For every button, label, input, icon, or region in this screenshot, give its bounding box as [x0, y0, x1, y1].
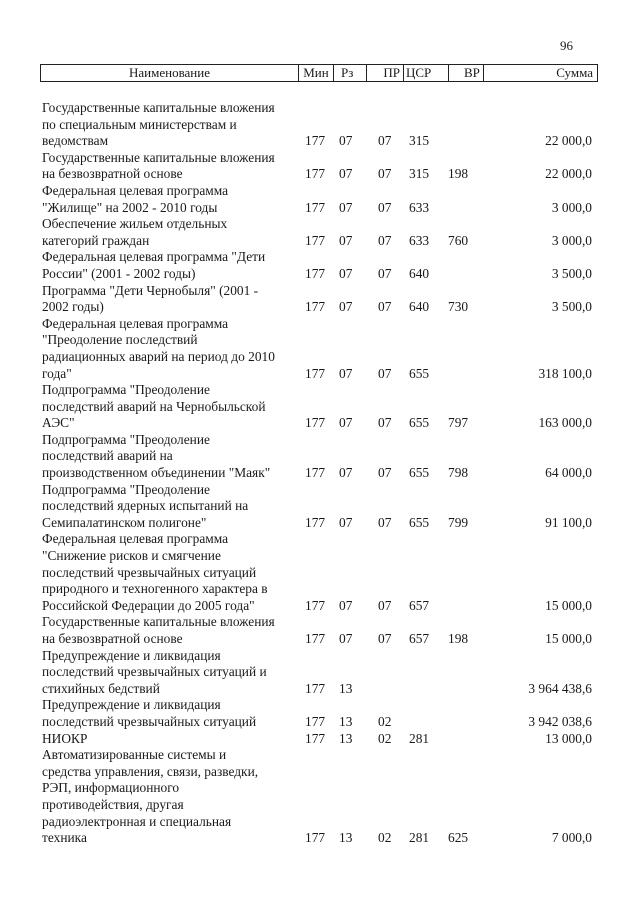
row-rz: 07	[339, 133, 353, 149]
row-pr: 02	[378, 830, 392, 846]
row-csr: 640	[409, 265, 430, 281]
table-row	[40, 747, 600, 847]
row-csr: 655	[409, 365, 430, 381]
row-sum: 3 942 038,6	[528, 713, 592, 729]
row-vr: 198	[448, 166, 469, 182]
header-csr: ЦСР	[404, 65, 449, 81]
row-min: 177	[305, 232, 326, 248]
row-name: Федеральная целевая программа "Дети России" (2001 - 2002 годы)	[42, 249, 266, 281]
row-vr: 760	[448, 232, 469, 248]
row-rz: 13	[339, 713, 353, 729]
table-row	[40, 697, 600, 730]
row-csr: 315	[409, 166, 430, 182]
row-sum: 318 100,0	[538, 365, 592, 381]
row-rz: 07	[339, 465, 353, 481]
row-name: НИОКР	[42, 730, 88, 746]
row-min: 177	[305, 730, 326, 746]
row-name: Автоматизированные системы и средства управления, связи, разведки, РЭП, информационного противодействия, другая радиоэлектронная и специальная техника	[42, 747, 259, 846]
row-rz: 07	[339, 597, 353, 613]
row-name: Федеральная целевая программа "Жилище" на 2002 - 2010 годы	[42, 182, 229, 215]
table-row	[40, 648, 600, 698]
row-min: 177	[305, 631, 326, 646]
row-name: Обеспечение жильем отдельных категорий граждан	[42, 216, 228, 248]
row-rz: 07	[339, 166, 353, 182]
row-min: 177	[305, 299, 326, 315]
row-name: Предупреждение и ликвидация последствий чрезвычайных ситуаций и стихийных бедствий	[42, 647, 267, 696]
row-csr: 655	[409, 514, 430, 530]
row-vr: 625	[448, 830, 469, 846]
row-min: 177	[305, 465, 326, 481]
row-min: 177	[305, 680, 326, 696]
row-csr: 633	[409, 199, 430, 215]
row-pr: 07	[378, 365, 392, 381]
row-csr: 655	[409, 465, 430, 481]
row-name: Подпрограмма "Преодоление последствий аварий на производственном объединении "Маяк"	[42, 431, 271, 481]
row-vr: 798	[448, 465, 469, 481]
row-sum: 3 500,0	[551, 265, 592, 281]
row-pr: 02	[378, 730, 392, 746]
row-name: Государственные капитальные вложения на безвозвратной основе	[42, 149, 275, 182]
table-row	[40, 216, 600, 249]
budget-table-body	[40, 100, 600, 847]
row-min: 177	[305, 415, 326, 431]
table-row	[40, 482, 600, 532]
row-pr: 07	[378, 514, 392, 530]
row-pr: 07	[378, 299, 392, 315]
row-sum: 163 000,0	[538, 415, 592, 431]
row-sum: 22 000,0	[545, 166, 592, 182]
row-pr: 07	[378, 199, 392, 215]
header-min: Мин	[299, 65, 334, 81]
row-pr: 07	[378, 597, 392, 613]
table-row	[40, 100, 600, 150]
row-min: 177	[305, 713, 326, 729]
row-csr: 633	[409, 232, 430, 248]
row-csr: 657	[409, 597, 430, 613]
row-rz: 07	[339, 365, 353, 381]
row-sum: 3 500,0	[551, 299, 592, 315]
table-header	[40, 64, 598, 82]
row-name: Предупреждение и ликвидация последствий чрезвычайных ситуаций	[42, 697, 257, 729]
row-sum: 15 000,0	[545, 597, 592, 613]
row-pr: 07	[378, 415, 392, 431]
row-sum: 3 000,0	[551, 199, 592, 215]
table-row	[40, 150, 600, 183]
row-rz: 07	[339, 232, 353, 248]
row-min: 177	[305, 514, 326, 530]
row-rz: 07	[339, 299, 353, 315]
page-number: 96	[560, 38, 573, 53]
row-vr: 799	[448, 514, 469, 530]
row-pr: 07	[378, 133, 392, 149]
header-name: Наименование	[41, 65, 299, 81]
row-pr: 07	[378, 265, 392, 281]
row-min: 177	[305, 265, 326, 281]
header-sum: Сумма	[556, 65, 593, 80]
table-row	[40, 283, 600, 316]
row-min: 177	[305, 166, 326, 182]
row-name: Государственные капитальные вложения по специальным министерствам и ведомствам	[42, 100, 275, 149]
row-csr: 315	[409, 133, 430, 149]
row-sum: 91 100,0	[545, 514, 592, 530]
row-min: 177	[305, 365, 326, 381]
row-min: 177	[305, 133, 326, 149]
header-rz: Рз	[334, 65, 367, 81]
row-name: Государственные капитальные вложения на безвозвратной основе	[42, 614, 275, 646]
table-row	[40, 249, 600, 282]
row-rz: 07	[339, 415, 353, 431]
row-csr: 657	[409, 631, 430, 646]
row-rz: 07	[339, 514, 353, 530]
row-vr: 797	[448, 415, 469, 431]
row-min: 177	[305, 597, 326, 613]
row-pr: 07	[378, 631, 392, 646]
row-sum: 22 000,0	[545, 133, 592, 149]
row-name: Программа "Дети Чернобыля" (2001 - 2002 годы)	[42, 282, 259, 315]
row-pr: 07	[378, 465, 392, 481]
row-csr: 640	[409, 299, 430, 315]
table-row	[40, 382, 600, 432]
row-rz: 13	[339, 730, 353, 746]
row-rz: 13	[339, 680, 353, 696]
row-sum: 7 000,0	[551, 830, 592, 846]
row-name: Федеральная целевая программа "Преодоление последствий радиационных аварий на период до 2010 года"	[42, 315, 275, 381]
row-csr: 281	[409, 830, 430, 846]
row-min: 177	[305, 199, 326, 215]
row-sum: 15 000,0	[545, 631, 592, 646]
row-min: 177	[305, 830, 326, 846]
table-row	[40, 731, 600, 748]
row-pr: 02	[378, 713, 392, 729]
row-rz: 07	[339, 631, 353, 646]
row-pr: 07	[378, 232, 392, 248]
row-sum: 64 000,0	[545, 465, 592, 481]
row-pr: 07	[378, 166, 392, 182]
row-csr: 655	[409, 415, 430, 431]
row-rz: 13	[339, 830, 353, 846]
table-row	[40, 531, 600, 614]
row-name: Подпрограмма "Преодоление последствий аварий на Чернобыльской АЭС"	[42, 382, 266, 431]
row-sum: 13 000,0	[545, 730, 592, 746]
header-pr: ПР	[367, 65, 404, 81]
row-csr: 281	[409, 730, 430, 746]
table-row	[40, 432, 600, 482]
row-vr: 198	[448, 631, 469, 646]
row-sum: 3 964 438,6	[528, 680, 592, 696]
row-rz: 07	[339, 265, 353, 281]
table-row	[40, 183, 600, 216]
header-vr: ВР	[449, 65, 484, 81]
row-name: Подпрограмма "Преодоление последствий ядерных испытаний на Семипалатинском полигоне"	[42, 481, 249, 530]
row-name: Федеральная целевая программа "Снижение рисков и смягчение последствий чрезвычайных ситуаций природного и техногенного характера в Российской Федерации до 2005 года"	[42, 531, 268, 613]
row-rz: 07	[339, 199, 353, 215]
table-row	[40, 316, 600, 382]
row-vr: 730	[448, 299, 469, 315]
table-row	[40, 614, 600, 647]
row-sum: 3 000,0	[551, 232, 592, 248]
